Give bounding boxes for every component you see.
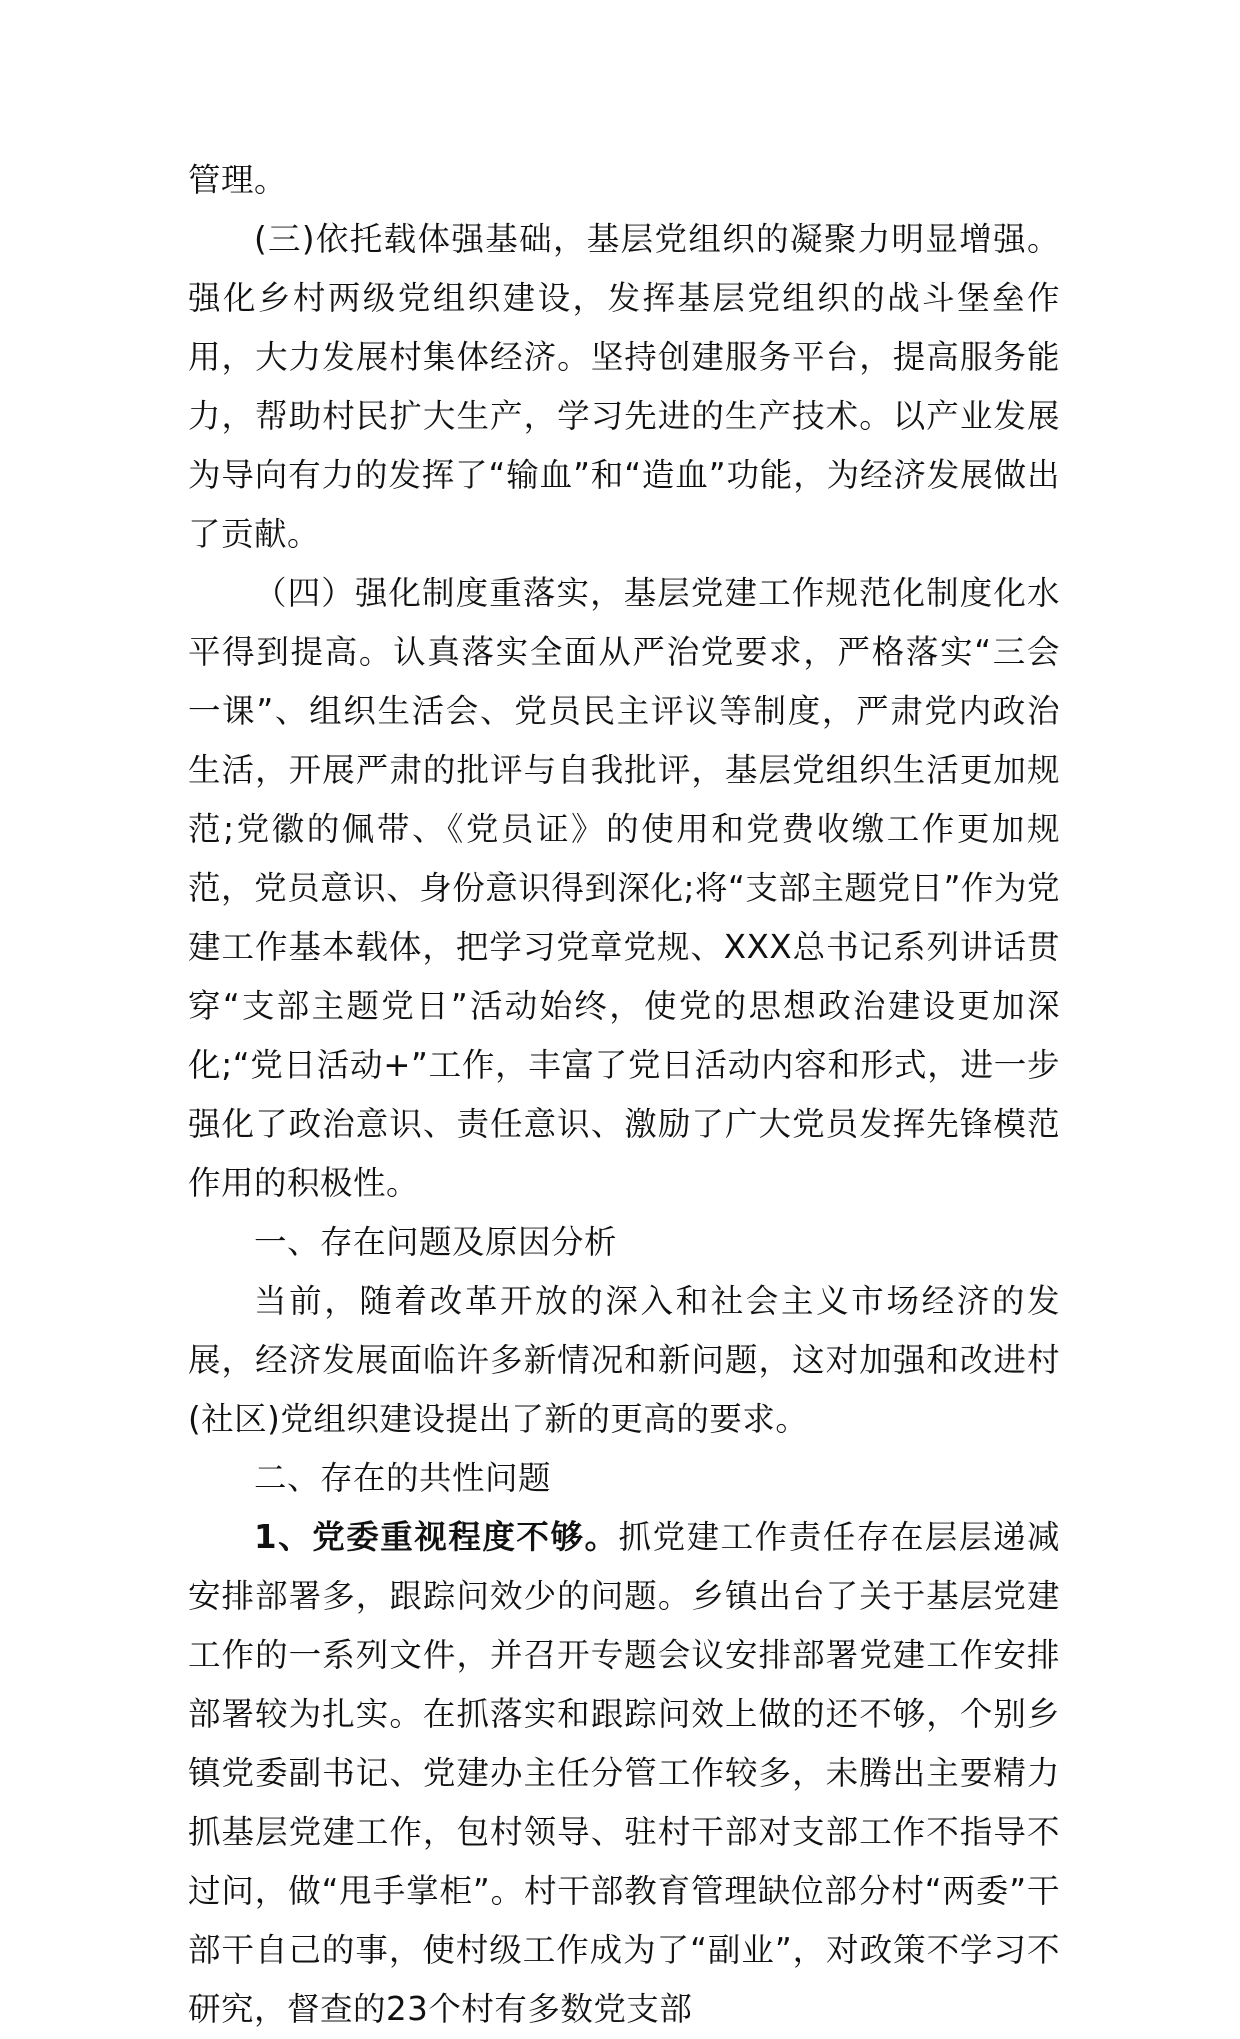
paragraph-current-situation: 当前，随着改革开放的深入和社会主义市场经济的发展，经济发展面临许多新情况和新问题，这对加强和改进村(社区)党组织建设提出了新的更高的要求。	[188, 1282, 1060, 1438]
paragraph-section-three: (三)依托载体强基础，基层党组织的凝聚力明显增强。强化乡村两级党组织建设，发挥基层党组织的战斗堡垒作用，大力发展村集体经济。坚持创建服务平台，提高服务能力，帮助村民扩大生产，学习先进的生产技术。以产业发展为导向有力的发挥了“输血”和“造血”功能，为经济发展做出了贡献。	[188, 220, 1060, 553]
document-page	[188, 151, 1060, 2039]
heading-problems-analysis: 一、存在问题及原因分析	[254, 1223, 618, 1261]
paragraph-problem-one	[188, 1508, 1060, 2039]
heading-common-problems: 二、存在的共性问题	[254, 1459, 552, 1497]
problem-one-body: 抓党建工作责任存在层层递减安排部署多，跟踪问效少的问题。乡镇出台了关于基层党建工作的一系列文件，并召开专题会议安排部署党建工作安排部署较为扎实。在抓落实和跟踪问效上做的还不够，个别乡镇党委副书记、党建办主任分管工作较多，未腾出主要精力抓基层党建工作，包村领导、驻村干部对支部工作不指导不过问，做“甩手掌柜”。村干部教育管理缺位部分村“两委”干部干自己的事，使村级工作成为了“副业”，对政策不学习不研究，督查的23个村有多数党支部	[188, 1518, 1060, 2028]
problem-one-lead: 1、党委重视程度不够。	[254, 1518, 619, 1556]
paragraph-section-four: （四）强化制度重落实，基层党建工作规范化制度化水平得到提高。认真落实全面从严治党要求，严格落实“三会一课”、组织生活会、党员民主评议等制度，严肃党内政治生活，开展严肃的批评与自我批评，基层党组织生活更加规范;党徽的佩带、《党员证》的使用和党费收缴工作更加规范，党员意识、身份意识得到深化;将“支部主题党日”作为党建工作基本载体，把学习党章党规、XXX总书记系列讲话贯穿“支部主题党日”活动始终，使党的思想政治建设更加深化;“党日活动+”工作，丰富了党日活动内容和形式，进一步强化了政治意识、责任意识、激励了广大党员发挥先锋模范作用的积极性。	[188, 574, 1060, 1202]
paragraph-continuation: 管理。	[188, 161, 288, 199]
